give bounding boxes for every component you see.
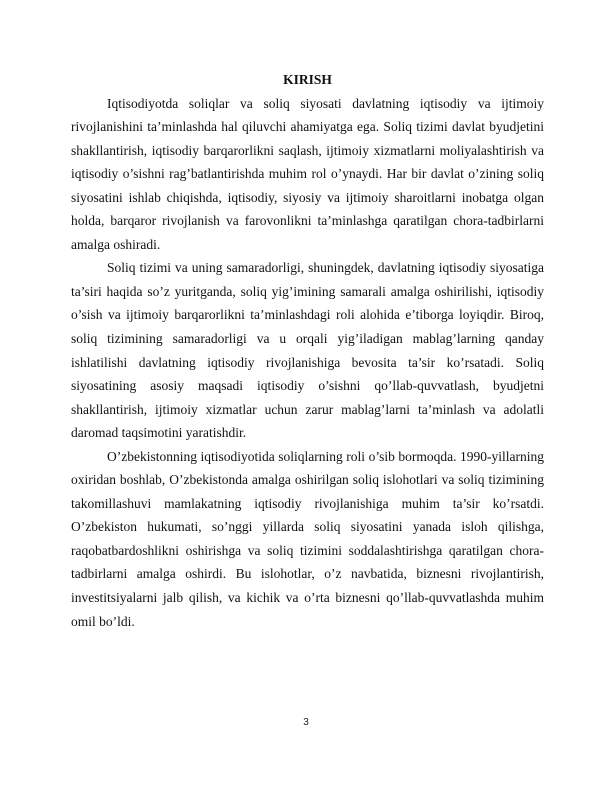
paragraph-3: O’zbekistonning iqtisodiyotida soliqlarning roli o’sib bormoqda. 1990-yillarning oxiridan boshlab, O’zbekistonda amalga oshirilgan soliq islohotlari va soliq tizimining takomillashuvi mamlakatning iqtisodiy rivojlanishiga muhim ta’sir ko’rsatdi. O’zbekiston hukumati, so’nggi yillarda soliq siyosatini yanada isloh qilishga, raqobatbardoshlikni oshirishga va soliq tizimini soddalashtirishga qaratilgan chora-tadbirlarni amalga oshirdi. Bu islohotlar, o’z navbatida, biznesni rivojlantirish, investitsiyalarni jalb qilish, va kichik va o’rta biznesni qo’llab-quvvatlashda muhim omil bo’ldi. <box>71 448 544 629</box>
page-content <box>71 68 544 633</box>
paragraph-1: Iqtisodiyotda soliqlar va soliq siyosati davlatning iqtisodiy va ijtimoiy rivojlanishini ta’minlashda hal qiluvchi ahamiyatga ega. Soliq tizimi davlat byudjetini shakllantirish, iqtisodiy barqarorlikni saqlash, ijtimoiy xizmatlarni moliyalashtirish va iqtisodiy o’sishni rag’batlantirishda muhim rol o’ynaydi. Har bir davlat o’zining soliq siyosatini ishlab chiqishda, iqtisodiy, siyosiy va ijtimoiy sharoitlarni inobatga olgan holda, barqaror rivojlanish va farovonlikni ta’minlashga qaratilgan chora-tadbirlarni amalga oshiradi. <box>71 95 544 252</box>
page-number: 3 <box>303 717 309 728</box>
section-heading: KIRISH <box>283 72 332 87</box>
paragraph-2: Soliq tizimi va uning samaradorligi, shuningdek, davlatning iqtisodiy siyosatiga ta’siri haqida so’z yuritganda, soliq yig’imining samarali amalga oshirilishi, iqtisodiy o’sish va ijtimoiy barqarorlikni ta’minlashdagi roli alohida e’tiborga loyiqdir. Biroq, soliq tizimining samaradorligi va u orqali yig’iladigan mablag’larning qanday ishlatilishi davlatning iqtisodiy rivojlanishiga bevosita ta’sir ko’rsatadi. Soliq siyosatining asosiy maqsadi iqtisodiy o’sishni qo’llab-quvvatlash, byudjetni shakllantirish, ijtimoiy xizmatlar uchun zarur mablag’larni ta’minlash va adolatli daromad taqsimotini yaratishdir. <box>71 260 544 441</box>
